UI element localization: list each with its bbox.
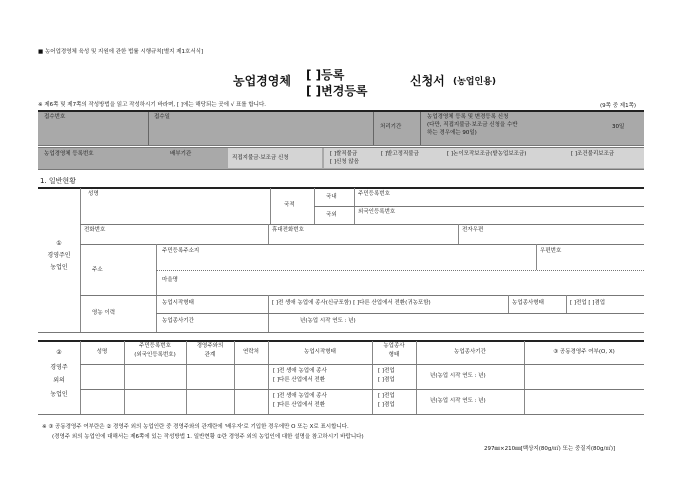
col-work-type-1: 농업종사 [383,343,405,349]
others-label-3: 농업인 [50,391,68,398]
subsidy-option-none[interactable]: [ ]신청 않음 [330,159,360,165]
others-label-num: ② [56,349,62,356]
foreign-label: 국외 [326,212,337,218]
others-label-1: 경영주 [50,364,68,371]
nationality-label: 국적 [284,202,295,208]
col-relation-2: 관계 [204,352,216,358]
subsidy-option-field[interactable]: [ ]밭고정직불금 [381,151,419,157]
period-value: 년(농업 시작 연도 : 년) [300,318,356,324]
col-rrn-2: (외국인등록번호) [134,352,176,358]
row1-work-opt2[interactable]: [ ]겸업 [378,377,395,383]
period-desc-1: 농업경영체 등록 및 변경등록 신청 [427,114,509,120]
career-label: 영농 이력 [92,310,116,316]
address-label: 주소 [92,267,103,273]
title-option-change[interactable]: [ ]변경등록 [306,84,368,98]
mobile-label: 휴대전화번호 [272,227,304,233]
row2-start-opt1[interactable]: [ ]전 생애 농업에 종사 [273,393,327,399]
footer-note-1: ※ ③ 공동경영주 여부란은 ② 경영주 외의 농업인란 중 경영주와의 관계란에 '배우자'로 기입한 경우에만 O 또는 X로 표시합니다. [42,424,349,430]
work-type-options[interactable]: [ ]전업 [ ]겸업 [570,300,606,306]
paper-spec: 297㎜×210㎜[백상지(80g/㎡) 또는 중질지(80g/㎡)] [484,446,616,452]
row2-start-opt2[interactable]: [ ]다른 산업에서 전환 [273,402,326,408]
row2-work-opt1[interactable]: [ ]전업 [378,393,395,399]
email-label: 전자우편 [462,227,484,233]
phone-label: 전화번호 [84,227,106,233]
footer-note-2: (경영주 외의 농업인에 대해서는 제6쪽에 있는 작성방법 1. 일반현황 ②란 경영주 외의 농업인에 대한 설명을 참고하시기 바랍니다) [52,434,364,440]
row1-start-opt1[interactable]: [ ]전 생애 농업에 종사 [273,368,327,374]
row2-work-opt2[interactable]: [ ]겸업 [378,402,395,408]
registration-number-label: 농업경영체 등록번호 [44,151,94,157]
col-period: 농업종사기간 [454,349,486,355]
instruction-note: ※ 제6쪽 및 제7쪽의 작성방법을 읽고 작성하시기 바라며, [ ]에는 해당되는 곳에 √ 표를 합니다. [38,102,267,108]
owner-label-1: 경영주인 [47,252,71,259]
row2-period-value: 년(농업 시작 연도 : 년) [430,398,486,404]
issuing-agency-label: 배부기관 [170,151,192,157]
village-label: 마을명 [162,277,178,283]
receipt-box [38,111,644,145]
subsidy-label: 직접지불금·보조금 신청 [232,155,289,161]
subsidy-option-rice[interactable]: [ ]쌀직불금 [330,151,358,157]
title-right: 신청서 [410,74,445,88]
postcode-label: 우편번호 [540,248,562,254]
col-name: 성명 [96,349,108,355]
receipt-number-label: 접수번호 [44,114,66,120]
foreigner-number-label: 외국인등록번호 [358,209,396,215]
col-rrn-1: 주민등록번호 [139,343,171,349]
subsidy-option-double-crop[interactable]: [ ]논이모작보조금(밭농업보조금) [447,151,527,157]
period-label: 농업종사기간 [162,318,194,324]
section1-title: 1. 일반현황 [40,177,76,185]
col-contact: 연락처 [243,349,259,355]
registered-address-label: 주민등록주소지 [162,248,200,254]
legal-basis: ■ 농어업경영체 육성 및 지원에 관한 법률 시행규칙[별지 제1호서식] [38,49,204,55]
others-label-2: 외의 [53,377,65,384]
title-sub: (농업인용) [453,77,497,87]
row1-period-value: 년(농업 시작 연도 : 년) [430,373,486,379]
owner-label-2: 농업인 [50,264,68,271]
start-type-label: 농업시작형태 [162,300,194,306]
col-start-type: 농업시작형태 [304,349,336,355]
start-type-options[interactable]: [ ]전 생애 농업에 종사(신규포함) [ ]다른 산업에서 전환(귀농포함) [272,300,431,306]
receipt-date-label: 접수일 [154,114,170,120]
row1-work-opt1[interactable]: [ ]전업 [378,368,395,374]
owner-label-num: ① [56,240,62,247]
title-left: 농업경영체 [233,74,291,88]
period-days: 30일 [612,124,625,130]
name-label: 성명 [88,191,99,197]
period-desc-3: 하는 경우에는 90일) [427,130,477,136]
row1-start-opt2[interactable]: [ ]다른 산업에서 전환 [273,377,326,383]
rrn-label: 주민등록번호 [358,191,390,197]
col-work-type-2: 형태 [388,352,400,358]
domestic-label: 국내 [326,194,337,200]
col-relation-1: 경영주와의 [196,343,224,349]
col-co-owner: ③ 공동경영주 여부(O, X) [553,349,615,355]
page-indicator: (9쪽 중 제1쪽) [600,103,637,109]
subsidy-option-disadvantaged[interactable]: [ ]조건불리보조금 [571,151,615,157]
period-desc-2: (다만, 직접지불금·보조금 신청을 수반 [427,122,518,128]
title-option-register[interactable]: [ ]등록 [306,68,345,82]
processing-period-label: 처리기간 [380,124,402,130]
work-type-label: 농업종사형태 [512,300,544,306]
